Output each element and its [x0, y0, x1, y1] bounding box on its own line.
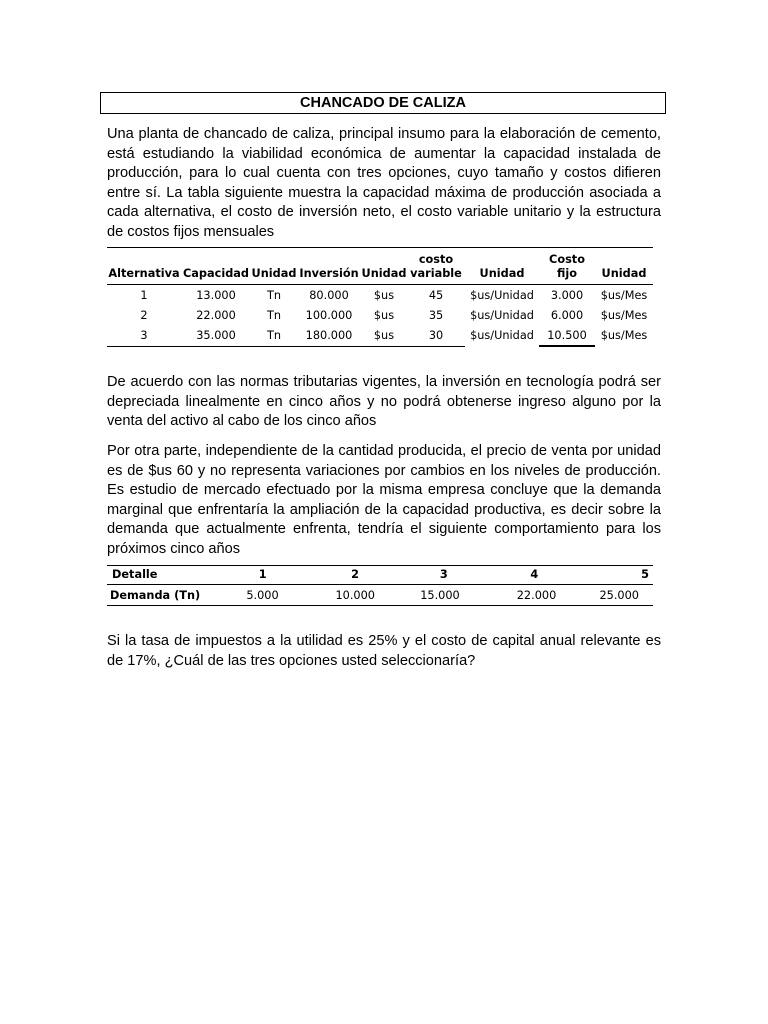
table-row: [107, 325, 653, 346]
table-cell: 5.000: [246, 588, 279, 602]
column-header: 1: [258, 568, 267, 581]
column-header: 2: [351, 568, 359, 581]
table-row: [107, 585, 653, 606]
table-cell: 3.000: [550, 288, 584, 302]
document-title: CHANCADO DE CALIZA: [100, 92, 666, 114]
column-header: Detalle: [112, 568, 158, 581]
column-header: Costo fijo: [549, 253, 585, 280]
table-header-row: [107, 566, 653, 585]
table-cell: Tn: [266, 308, 282, 322]
column-header: Alternativa: [108, 267, 180, 280]
table-cell: Demanda (Tn): [110, 588, 201, 602]
table-cell: 1: [140, 288, 148, 302]
demand-paragraph: Por otra parte, independiente de la cantidad producida, el precio de venta por unidad es de $us 60 y no representa variaciones por cambios en los niveles de producción. Es estudio de mercado efectuado por la misma empresa concluye que la demanda marginal que enfrentaría la ampliación de la capacidad productiva, es decir sobre la demanda que actualmente enfrenta, tendría el siguiente comportamiento para los próximos cinco años: [107, 443, 661, 557]
table-cell: $us: [373, 288, 395, 302]
table-cell: $us/Unidad: [470, 329, 534, 342]
table-cell: 3: [107, 325, 181, 346]
column-header: Capacidad: [183, 267, 249, 280]
column-header: costo variable: [410, 253, 462, 280]
table-cell: $us/Mes: [600, 288, 648, 302]
column-header: 3: [439, 568, 448, 581]
column-header: 4: [530, 568, 539, 581]
column-header: Unidad: [479, 267, 525, 280]
table-cell: Tn: [266, 288, 282, 302]
table-header-row: [107, 248, 653, 285]
table-cell: 35.000: [181, 325, 251, 346]
table-cell: 30: [407, 325, 465, 346]
table-cell: Tn: [251, 325, 297, 346]
demand-table: [107, 565, 653, 606]
column-header: Inversión: [299, 267, 359, 280]
table-cell: 22.000: [516, 588, 557, 602]
table-cell: 10.500: [539, 325, 595, 346]
table-cell: 13.000: [196, 288, 236, 302]
column-header: Unidad: [361, 267, 407, 280]
table-row: [107, 305, 653, 325]
table-cell: $us/Mes: [600, 308, 648, 322]
depreciation-paragraph: De acuerdo con las normas tributarias vigentes, la inversión en tecnología podrá ser depreciada linealmente en cinco años y no podrá obtenerse ingreso alguno por la venta del activo al cabo de los cinco años: [107, 374, 661, 429]
table-cell: $us/Unidad: [470, 288, 534, 302]
table-row: [107, 285, 653, 306]
table-cell: 100.000: [305, 308, 353, 322]
intro-paragraph: Una planta de chancado de caliza, principal insumo para la elaboración de cemento, está estudiando la viabilidad económica de aumentar la capacidad instalada de producción, para lo cual cuenta con tres opciones, cuyo tamaño y costos difieren entre sí. La tabla siguiente muestra la capacidad máxima de producción asociada a cada alternativa, el costo de inversión neto, el costo variable unitario y la estructura de costos fijos mensuales: [107, 126, 661, 240]
question-paragraph: Si la tasa de impuestos a la utilidad es 25% y el costo de capital anual relevante es de 17%, ¿Cuál de las tres opciones usted seleccionaría?: [107, 633, 661, 669]
table-cell: 80.000: [309, 288, 349, 302]
table-cell: 25.000: [599, 588, 639, 602]
table-cell: 2: [140, 308, 148, 322]
table-cell: 22.000: [196, 308, 236, 322]
table-cell: $us: [373, 308, 395, 322]
table-cell: 10.000: [335, 588, 375, 602]
table-cell: 35: [428, 308, 444, 322]
column-header: Unidad: [251, 267, 297, 280]
table-cell: $us/Unidad: [470, 308, 534, 322]
alternatives-table: [107, 247, 653, 347]
table-cell: 15.000: [420, 588, 460, 602]
table-cell: 6.000: [550, 308, 584, 322]
column-header: 5: [641, 568, 649, 581]
table-cell: 45: [428, 288, 444, 302]
table-cell: 180.000: [297, 325, 361, 346]
column-header: Unidad: [601, 267, 647, 280]
table-cell: $us: [361, 325, 407, 346]
table-cell: $us/Mes: [600, 329, 648, 342]
